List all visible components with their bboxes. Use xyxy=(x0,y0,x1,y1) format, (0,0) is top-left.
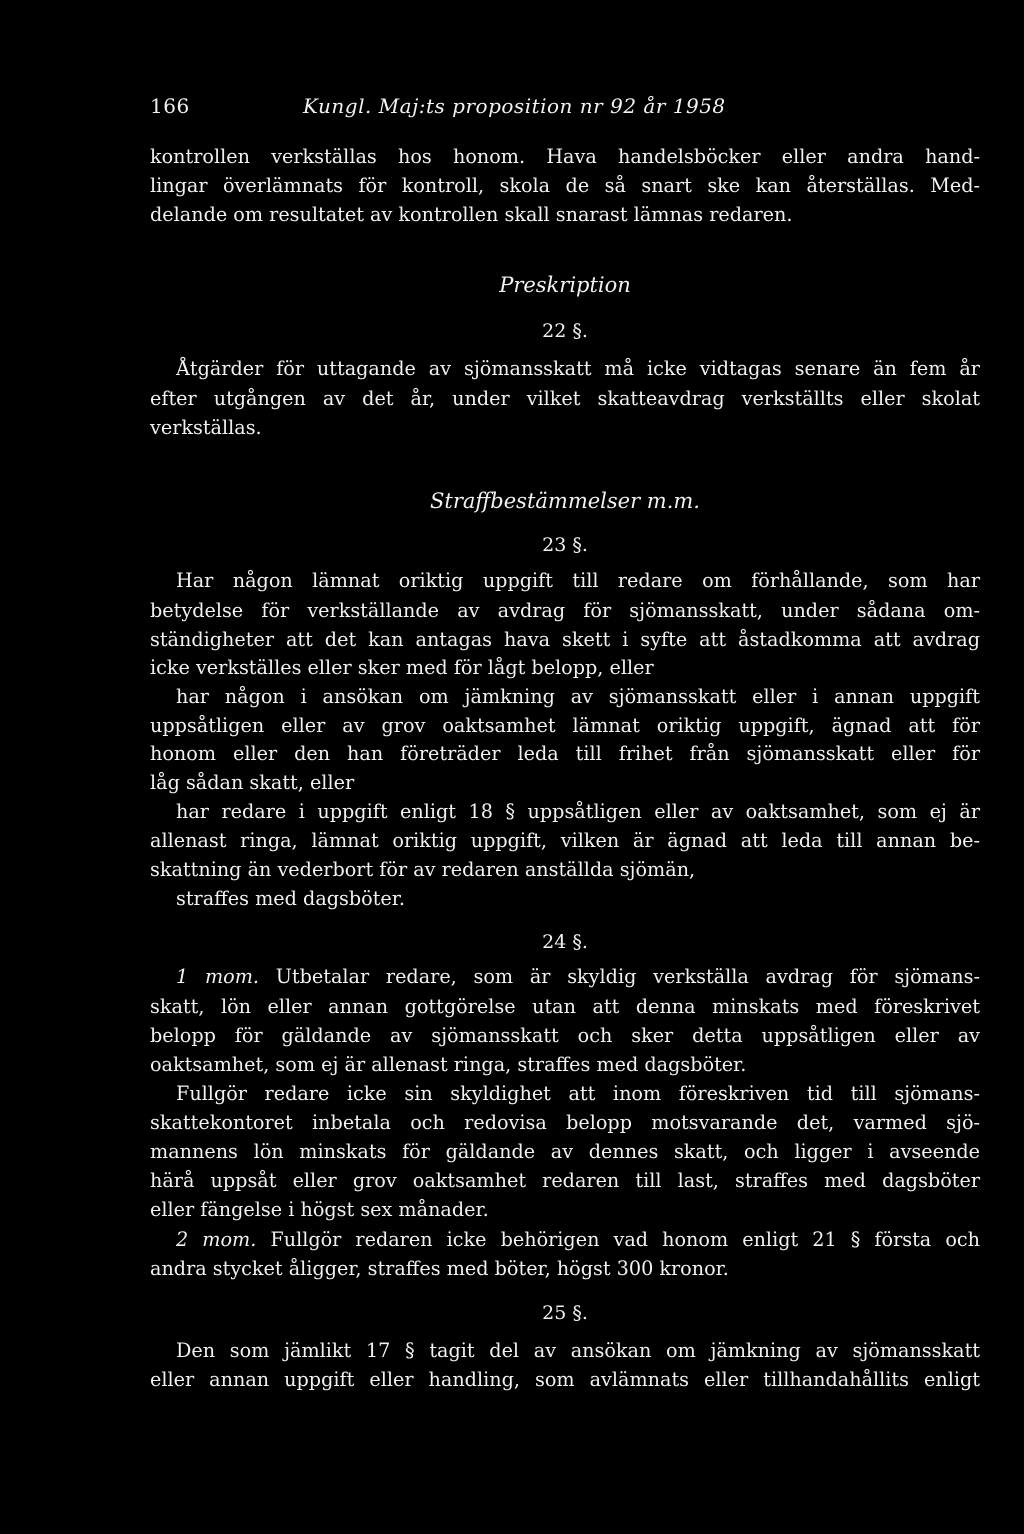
text-line: ständigheter att det kan antagas hava skett i syfte att åstadkomma att avdrag xyxy=(150,628,980,651)
text-line: Har någon lämnat oriktig uppgift till redare om förhållande, som har xyxy=(176,569,980,592)
page-number: 166 xyxy=(150,94,190,118)
paragraph-number: 25 §. xyxy=(542,1302,588,1324)
moment-label: 1 mom. xyxy=(176,965,259,988)
text-line: skattning än vederbort för av redaren anställda sjömän, xyxy=(150,858,696,881)
text-line: honom eller den han företräder leda till frihet från sjömansskatt eller för xyxy=(150,742,980,765)
paragraph-number: 22 §. xyxy=(542,320,588,342)
text-line: delande om resultatet av kontrollen skall snarast lämnas redaren. xyxy=(150,203,793,226)
running-title: Kungl. Maj:ts proposition nr 92 år 1958 xyxy=(303,94,726,118)
text-line: andra stycket åligger, straffes med böter, högst 300 kronor. xyxy=(150,1257,729,1280)
text-line: efter utgången av det år, under vilket skatteavdrag verkställts eller skolat xyxy=(150,387,980,410)
page-header xyxy=(150,94,850,124)
text-line: uppsåtligen eller av grov oaktsamhet lämnat oriktig uppgift, ägnad att för xyxy=(150,714,980,737)
moment-text: Fullgör redaren icke behörigen vad honom enligt 21 § första och xyxy=(270,1228,980,1251)
text-line: belopp för gäldande av sjömansskatt och sker detta uppsåtligen eller av xyxy=(150,1024,980,1047)
text-line: Åtgärder för uttagande av sjömansskatt må icke vidtagas senare än fem år xyxy=(176,357,980,380)
text-line: lingar överlämnats för kontroll, skola de så snart ske kan återställas. Med- xyxy=(150,174,980,197)
moment-text: Utbetalar redare, som är skyldig verkställa avdrag för sjömans- xyxy=(275,965,980,988)
text-line: Fullgör redare icke sin skyldighet att inom föreskriven tid till sjömans- xyxy=(176,1082,980,1105)
text-line xyxy=(176,963,980,991)
paragraph-number: 24 §. xyxy=(542,931,588,953)
text-line: kontrollen verkställas hos honom. Hava handelsböcker eller andra hand- xyxy=(150,145,980,168)
text-line: verkställas. xyxy=(150,416,262,439)
section-heading: Preskription xyxy=(499,273,631,297)
text-line: härå uppsåt eller grov oaktsamhet redaren till last, straffes med dagsböter xyxy=(150,1169,980,1192)
paragraph-number: 23 §. xyxy=(542,534,588,556)
text-line: oaktsamhet, som ej är allenast ringa, straffes med dagsböter. xyxy=(150,1053,747,1076)
text-line: mannens lön minskats för gäldande av dennes skatt, och ligger i avseende xyxy=(150,1140,980,1163)
text-line: betydelse för verkställande av avdrag för sjömansskatt, under sådana om- xyxy=(150,599,980,622)
text-line: eller fängelse i högst sex månader. xyxy=(150,1198,489,1221)
section-heading: Straffbestämmelser m.m. xyxy=(430,489,700,513)
text-line: har redare i uppgift enligt 18 § uppsåtligen eller av oaktsamhet, som ej är xyxy=(176,800,980,823)
moment-label: 2 mom. xyxy=(176,1228,257,1251)
text-line: allenast ringa, lämnat oriktig uppgift, vilken är ägnad att leda till annan be- xyxy=(150,829,980,852)
text-line: Den som jämlikt 17 § tagit del av ansökan om jämkning av sjömansskatt xyxy=(176,1339,980,1362)
text-line: straffes med dagsböter. xyxy=(176,887,405,910)
text-line: har någon i ansökan om jämkning av sjömansskatt eller i annan uppgift xyxy=(176,685,980,708)
text-line: låg sådan skatt, eller xyxy=(150,771,355,794)
text-line: skatt, lön eller annan gottgörelse utan att denna minskats med föreskrivet xyxy=(150,995,980,1018)
text-line: eller annan uppgift eller handling, som avlämnats eller tillhandahållits enligt xyxy=(150,1368,980,1391)
text-line: icke verkställes eller sker med för lågt belopp, eller xyxy=(150,656,654,679)
text-line: skattekontoret inbetala och redovisa belopp motsvarande det, varmed sjö- xyxy=(150,1111,980,1134)
text-line xyxy=(176,1226,980,1254)
